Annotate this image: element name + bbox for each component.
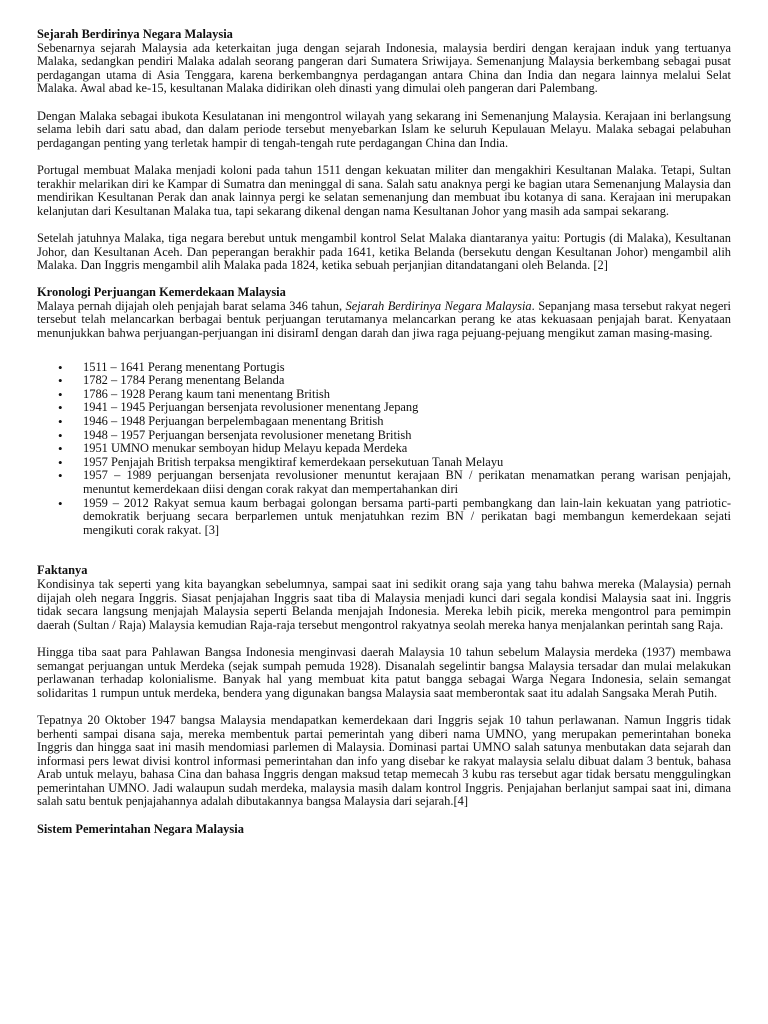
intro-italic-title: Sejarah Berdirinya Negara Malaysia [345,298,532,313]
list-item [58,414,731,430]
paragraph: Kondisinya tak seperti yang kita bayangkan sebelumnya, sampai saat ini sedikit orang saja yang tahu bahwa mereka (Malaysia) pernah dijajah oleh negara Inggris. Siasat penjajahan Inggris saat tiba di Malaysia menjadi kunci dari segala kondisi Malaysia saat ini. Inggris tidak secara langsung menjajah Malaysia seperti Belanda menjajah Indonesia. Mereka lebih picik, mereka mengontrol para pemimpin daerah (Sultan / Raja) Malaysia kemudian Raja-raja tersebut mengontrol rakyatnya seolah mereka hanya menjalankan perintah sang Raja. [37,576,731,632]
heading-kronologi: Kronologi Perjuangan Kemerdekaan Malaysia [37,285,286,300]
list-item-text: 1957 – 1989 perjuangan bersenjata revolusioner menuntut kerajaan BN / perikatan menamatkan perang warisan penjajah, menuntut kemerdekaan diisi dengan corak rakyat dan mempertahankan diri [83,468,731,496]
section-sejarah [37,28,731,273]
list-item-text: 1511 – 1641 Perang menentang Portugis [83,359,285,374]
chronology-list [37,361,731,538]
bullet-icon: • [58,414,63,430]
list-item-text: 1782 – 1784 Perang menentang Belanda [83,373,285,388]
heading-sejarah: Sejarah Berdirinya Negara Malaysia [37,27,233,41]
list-item [58,427,731,443]
list-item [58,441,731,457]
heading-sistem: Sistem Pemerintahan Negara Malaysia [37,821,244,836]
list-item-text: 1957 Penjajah British terpaksa mengiktiraf kemerdekaan persekutuan Tanah Melayu [83,454,504,469]
list-item-text: 1951 UMNO menukar semboyan hidup Melayu kepada Merdeka [83,441,408,456]
list-item-text: 1786 – 1928 Perang kaum tani menentang British [83,386,330,401]
bullet-icon: • [58,373,63,389]
paragraph: Setelah jatuhnya Malaka, tiga negara berebut untuk mengambil kontrol Selat Malaka diantaranya yaitu: Portugis (di Malaka), Kesultanan Johor, dan Kesultanan Aceh. Dan peperangan berakhir pada 1641, ketika Belanda (bersekutu dengan Kesultanan Johor) mengambil alih Malaka. Dan Inggris mengambil alih Malaka pada 1824, ketika sebuah perjanjian ditandatangani oleh Belanda. [2] [37,230,731,273]
list-item-text: 1948 – 1957 Perjuangan bersenjata revolusioner menetang British [83,427,412,442]
bullet-icon: • [58,495,63,511]
bullet-icon: • [58,400,63,416]
paragraph: Hingga tiba saat para Pahlawan Bangsa Indonesia menginvasi daerah Malaysia 10 tahun sebelum Malaysia merdeka (1937) membawa semangat perjuangan untuk Merdeka (sejak sumpah pemuda 1928). Disanalah segelintir bangsa Malaysia tersadar dan mulai melakukan perlawanan terhadap kolonialisme. Banyak hal yang membuat kita patut bangga sebagai Warga Negara Indonesia, selain semangat solidaritas 1 rumpun untuk merdeka, bendera yang digunakan bangsa Malaysia saat memberontak saat itu adalah Sangsaka Merah Putih. [37,644,731,700]
list-item [58,468,731,496]
list-item-text: 1941 – 1945 Perjuangan bersenjata revolusioner menentang Jepang [83,400,419,415]
spacer [37,537,731,564]
bullet-icon: • [58,454,63,470]
bullet-icon: • [58,359,63,375]
list-item [58,495,731,538]
bullet-icon: • [58,468,63,484]
heading-faktanya: Faktanya [37,563,88,578]
list-item-text: 1959 – 2012 Rakyat semua kaum berbagai golongan bersama parti-parti pembangkang dan lain-lain kekuatan yang patriotic-demokratik berjuang secara berparlemen untuk menjatuhkan rezim BN / perikatan bagi membangun kemerdekaan sejati mengikuti corak rakyat. [3] [83,495,731,537]
bullet-icon: • [58,386,63,402]
section-faktanya [37,564,731,809]
list-item-text: 1946 – 1948 Perjuangan berpelembagaan menentang British [83,414,384,429]
intro-text: . Sepanjang masa tersebut rakyat negeri tersebut telah melancarkan berbagai bentuk perjuangan terutamanya melancarkan perang ke atas kekuasaan penjajah barat. Kenyataan menunjukkan bahwa perjuangan-perjuangan ini disiramI dengan darah dan jiwa raga pejuang-pejuang mengikut zaman masing-masing. [37,298,731,341]
section-kronologi [37,286,731,537]
bullet-icon: • [58,441,63,457]
paragraph: Dengan Malaka sebagai ibukota Kesulatanan ini mengontrol wilayah yang sekarang ini Semenanjung Malaysia. Kerajaan ini berlangsung selama lebih dari satu abad, dan dalam periode tersebut menyebarkan Islam ke seluruh Kepulauan Melayu. Malaka sebagai pelabuhan perdagangan penting yang terletak hampir di tengah-tengah rute perdagangan China dan India. [37,108,731,150]
paragraph: Tepatnya 20 Oktober 1947 bangsa Malaysia mendapatkan kemerdekaan dari Inggris sejak 10 tahun perlawanan. Namun Inggris tidak berhenti sampai disana saja, mereka membentuk partai pemerintah yang diberi nama UMNO, yang merupakan pemerintahan boneka Inggris dan hingga saat ini masih mendomiasi parlemen di Malaysia. Dominasi partai UMNO salah satunya menbutakan data sejarah dan informasi pers lewat divisi kontrol informasi pemerintahan dan info yang disebar ke rakyat malaysia selalu dibuat dalam 3 bentuk, bahasa Arab untuk melayu, bahasa Cina dan bahasa Inggris dengan maksud tetap memecah 3 kubu ras tersebut agar tidak bersatu menggulingkan pemerintahan UMNO. Jadi walaupun sudah merdeka, malaysia masih dalam kontrol Inggris. Penjajahan berlanjut sampai saat ini, dimana salah satu bentuk penjajahannya adalah dibutakannya bangsa Malaysia dari sejarah.[4] [37,712,731,809]
list-item [58,400,731,416]
bullet-icon: • [58,427,63,443]
paragraph [37,300,731,341]
list-item [58,454,731,470]
paragraph: Portugal membuat Malaka menjadi koloni pada tahun 1511 dengan kekuatan militer dan mengakhiri Kesultanan Malaka. Tetapi, Sultan terakhir melarikan diri ke Kampar di Sumatra dan meninggal di sana. Salah satu anaknya pergi ke bagian utara Semenanjung Malaysia dan mendirikan Kesultanan Perak dan anak lainnya pergi ke selatan semenanjung dan membuat ibu kotanya di sana. Kerajaan ini merupakan kelanjutan dari Kesultanan Malaka tua, tapi sekarang dikenal dengan nama Kesultanan Johor yang masih ada sampai sekarang. [37,162,731,218]
paragraph: Sebenarnya sejarah Malaysia ada keterkaitan juga dengan sejarah Indonesia, malaysia berdiri dengan kerajaan induk yang tertuanya Malaka, sedangkan pendiri Malaka adalah seorang pangeran dari Sumatera Sriwijaya. Semenanjung Malaysia berkembang sebagai pusat perdagangan utama di Asia Tenggara, karena berkembangnya perdagangan antara China dan India dan negara lainnya melalui Selat Malaka. Awal abad ke-15, kesultanan Malaka didirikan oleh dinasti yang dimulai oleh pangeran dari Palembang. [37,40,731,96]
intro-text: Malaya pernah dijajah oleh penjajah barat selama 346 tahun, [37,298,346,313]
section-sistem [37,823,731,837]
list-item [58,373,731,389]
list-item [58,386,731,402]
list-item [58,359,731,375]
